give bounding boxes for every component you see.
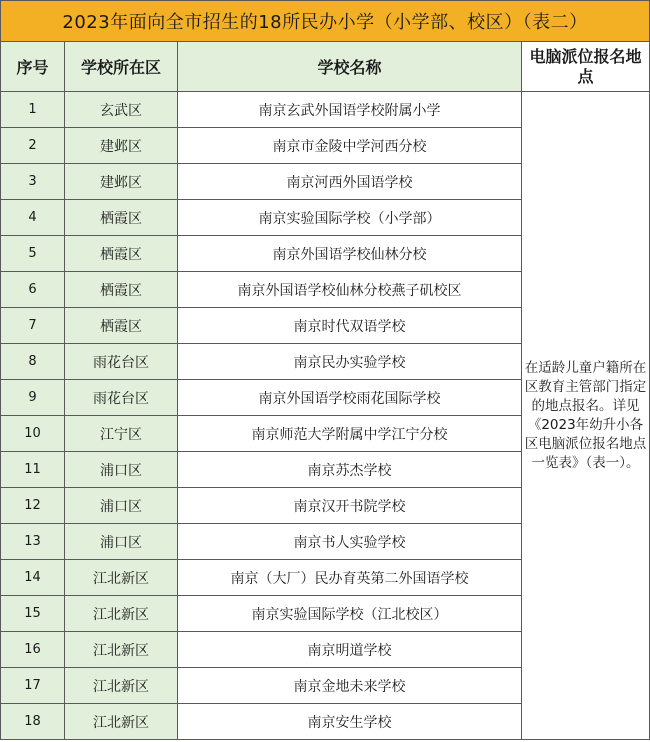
row-number: 12	[1, 488, 65, 524]
row-number: 15	[1, 596, 65, 632]
row-district: 江北新区	[65, 704, 178, 740]
row-number: 10	[1, 416, 65, 452]
row-district: 玄武区	[65, 92, 178, 128]
row-school-name: 南京汉开书院学校	[178, 488, 522, 524]
row-school-name: 南京市金陵中学河西分校	[178, 128, 522, 164]
row-number: 17	[1, 668, 65, 704]
row-number: 2	[1, 128, 65, 164]
row-school-name: 南京外国语学校仙林分校燕子矶校区	[178, 272, 522, 308]
row-district: 栖霞区	[65, 200, 178, 236]
table-row	[1, 92, 650, 128]
row-district: 栖霞区	[65, 236, 178, 272]
row-school-name: 南京师范大学附属中学江宁分校	[178, 416, 522, 452]
row-district: 浦口区	[65, 488, 178, 524]
row-school-name: 南京实验国际学校（江北校区）	[178, 596, 522, 632]
row-school-name: 南京明道学校	[178, 632, 522, 668]
row-district: 栖霞区	[65, 272, 178, 308]
row-number: 13	[1, 524, 65, 560]
row-school-name: 南京书人实验学校	[178, 524, 522, 560]
row-number: 8	[1, 344, 65, 380]
row-school-name: 南京河西外国语学校	[178, 164, 522, 200]
row-number: 9	[1, 380, 65, 416]
assign-location-note: 在适龄儿童户籍所在区教育主管部门指定的地点报名。详见《2023年幼升小各区电脑派位报名地点一览表》（表一）。	[522, 92, 650, 740]
header-no: 序号	[1, 42, 65, 92]
header-row	[1, 42, 650, 92]
row-school-name: 南京外国语学校雨花国际学校	[178, 380, 522, 416]
row-number: 4	[1, 200, 65, 236]
row-district: 浦口区	[65, 452, 178, 488]
row-number: 7	[1, 308, 65, 344]
row-district: 江宁区	[65, 416, 178, 452]
header-district: 学校所在区	[65, 42, 178, 92]
row-school-name: 南京民办实验学校	[178, 344, 522, 380]
row-district: 江北新区	[65, 668, 178, 704]
row-number: 5	[1, 236, 65, 272]
row-school-name: 南京（大厂）民办育英第二外国语学校	[178, 560, 522, 596]
row-school-name: 南京实验国际学校（小学部）	[178, 200, 522, 236]
row-district: 江北新区	[65, 560, 178, 596]
row-district: 浦口区	[65, 524, 178, 560]
row-number: 6	[1, 272, 65, 308]
row-school-name: 南京时代双语学校	[178, 308, 522, 344]
header-school-name: 学校名称	[178, 42, 522, 92]
row-number: 1	[1, 92, 65, 128]
row-school-name: 南京玄武外国语学校附属小学	[178, 92, 522, 128]
row-district: 雨花台区	[65, 344, 178, 380]
row-number: 3	[1, 164, 65, 200]
row-school-name: 南京金地未来学校	[178, 668, 522, 704]
row-district: 江北新区	[65, 632, 178, 668]
row-school-name: 南京苏杰学校	[178, 452, 522, 488]
row-district: 江北新区	[65, 596, 178, 632]
row-district: 建邺区	[65, 128, 178, 164]
row-number: 11	[1, 452, 65, 488]
header-assign-location: 电脑派位报名地点	[522, 42, 650, 92]
table-title: 2023年面向全市招生的18所民办小学（小学部、校区）（表二）	[1, 1, 650, 42]
row-district: 雨花台区	[65, 380, 178, 416]
row-district: 建邺区	[65, 164, 178, 200]
row-number: 18	[1, 704, 65, 740]
row-district: 栖霞区	[65, 308, 178, 344]
row-school-name: 南京安生学校	[178, 704, 522, 740]
row-number: 16	[1, 632, 65, 668]
row-school-name: 南京外国语学校仙林分校	[178, 236, 522, 272]
row-number: 14	[1, 560, 65, 596]
